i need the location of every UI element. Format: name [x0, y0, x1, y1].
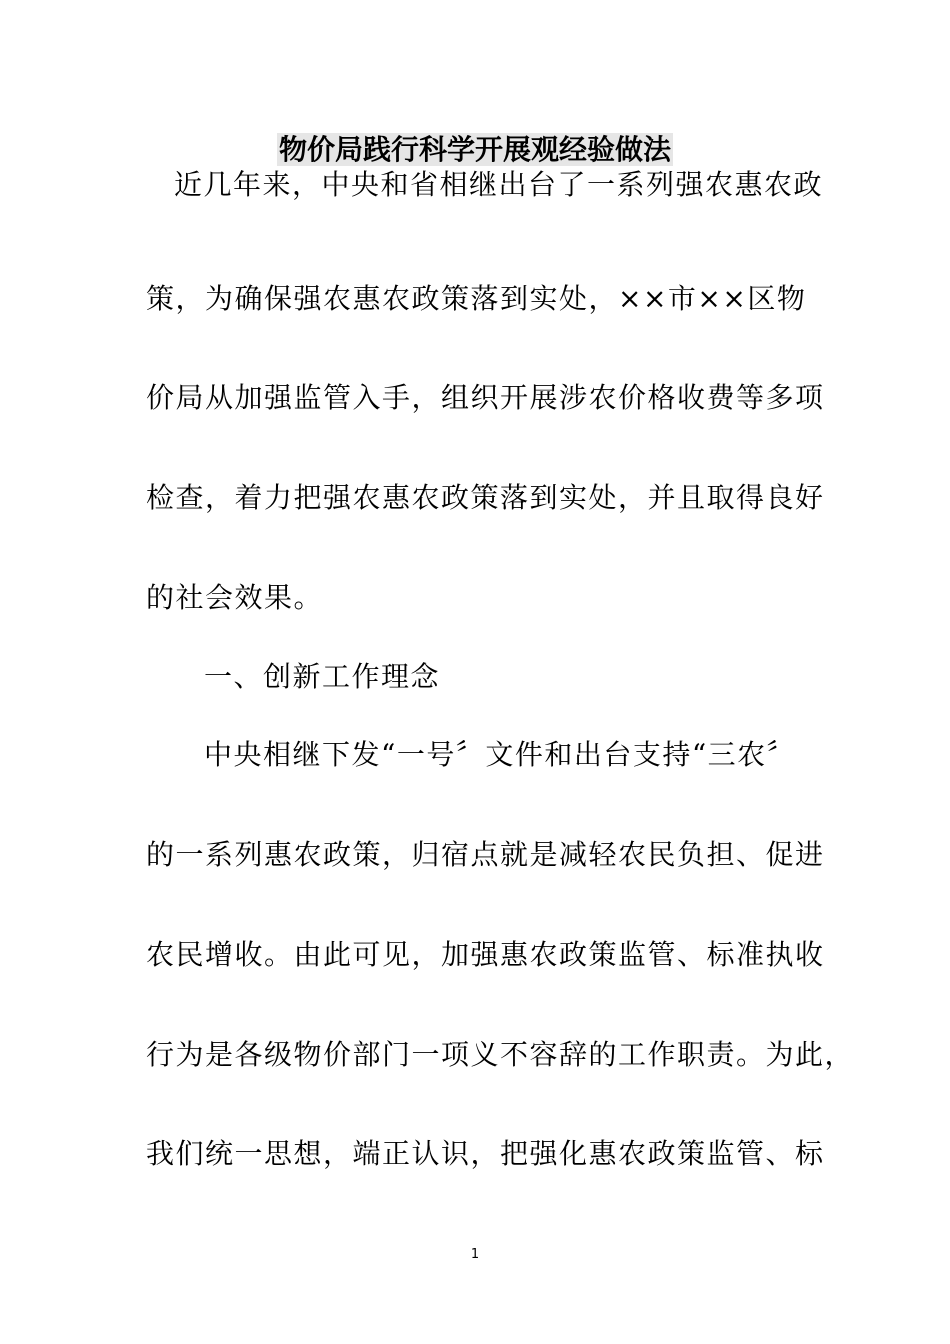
paragraph-line: 的社会效果。 — [146, 581, 324, 614]
paragraph-line: 农民增收。由此可见，加强惠农政策监管、标准执收 — [146, 938, 825, 971]
paragraph-line: 我们统一思想，端正认识，把强化惠农政策监管、标 — [146, 1137, 825, 1170]
paragraph-line: 策，为确保强农惠农政策落到实处，××市××区物 — [146, 282, 807, 315]
paragraph-line: 价局从加强监管入手，组织开展涉农价格收费等多项 — [146, 381, 825, 414]
paragraph-line: 的一系列惠农政策，归宿点就是减轻农民负担、促进 — [146, 838, 825, 871]
paragraph-line: 行为是各级物价部门一项义不容辞的工作职责。为此， — [146, 1038, 855, 1071]
page-number: 1 — [470, 1247, 480, 1262]
section-heading: 一、创新工作理念 — [204, 660, 441, 693]
paragraph-line: 中央相继下发“一号〞文件和出台支持“三农〞 — [204, 738, 797, 771]
document-title: 物价局践行科学开展观经验做法 — [278, 133, 671, 166]
paragraph-line: 检查，着力把强农惠农政策落到实处，并且取得良好 — [146, 481, 825, 514]
paragraph-line: 近几年来，中央和省相继出台了一系列强农惠农政 — [174, 168, 824, 201]
